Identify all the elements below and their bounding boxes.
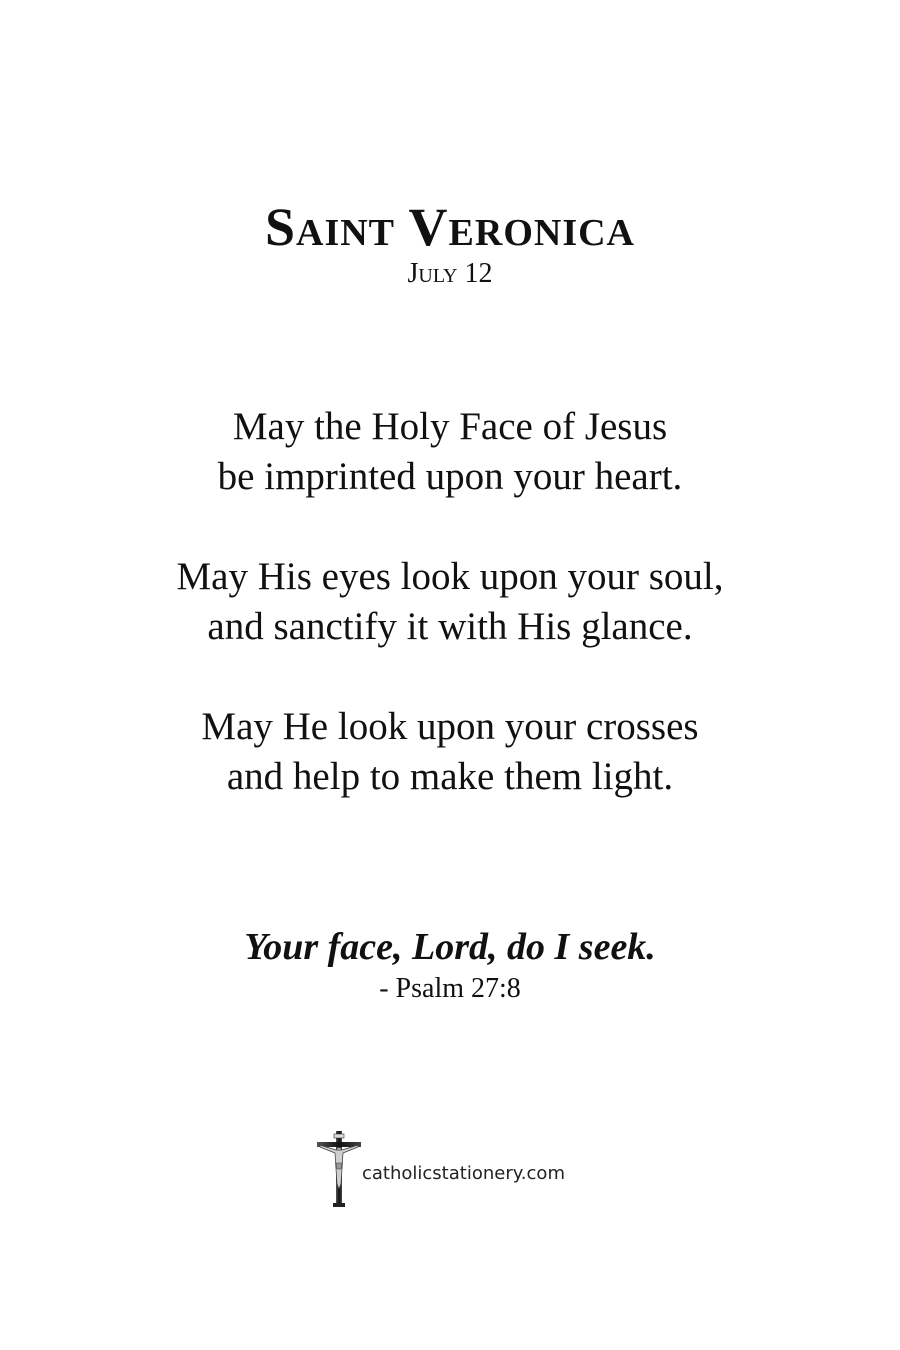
footer bbox=[314, 1128, 565, 1210]
prayer-stanza bbox=[0, 552, 900, 652]
prayer-line: and help to make them light. bbox=[226, 755, 674, 798]
prayer-text bbox=[0, 402, 900, 852]
prayer-line: May the Holy Face of Jesus bbox=[232, 405, 668, 448]
website-link[interactable]: catholicstationery.com bbox=[362, 1162, 565, 1184]
prayer-line: May He look upon your crosses bbox=[201, 705, 699, 748]
scripture-citation: - Psalm 27:8 bbox=[379, 973, 521, 1004]
crucifix-icon bbox=[314, 1129, 364, 1209]
scripture-quote: Your face, Lord, do I seek. bbox=[244, 926, 656, 968]
scripture-block bbox=[0, 920, 900, 1004]
card-header bbox=[0, 196, 900, 288]
saint-name-title: Saint Veronica bbox=[264, 197, 636, 257]
feast-date: July 12 bbox=[407, 258, 493, 289]
prayer-line: be imprinted upon your heart. bbox=[217, 455, 683, 498]
prayer-stanza bbox=[0, 402, 900, 502]
prayer-stanza bbox=[0, 702, 900, 802]
prayer-line: and sanctify it with His glance. bbox=[207, 605, 693, 648]
prayer-line: May His eyes look upon your soul, bbox=[176, 555, 724, 598]
